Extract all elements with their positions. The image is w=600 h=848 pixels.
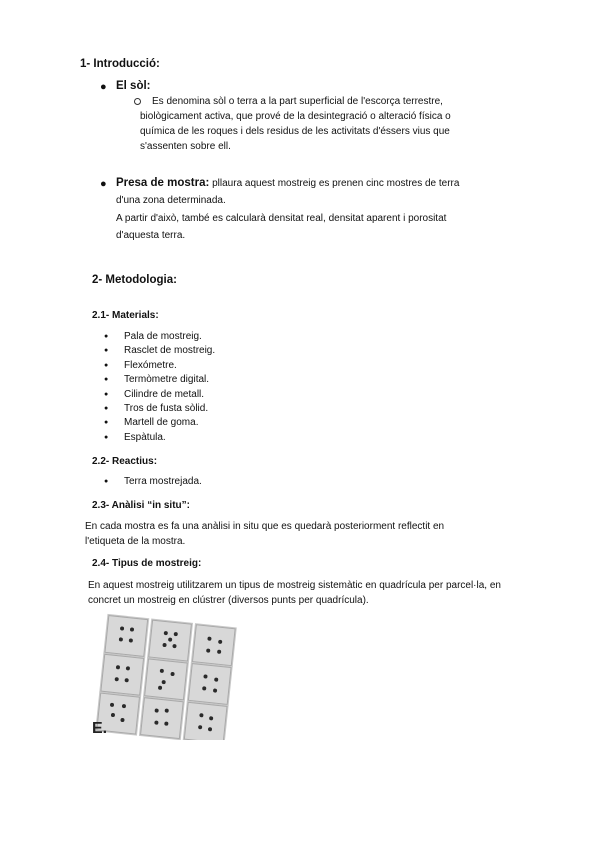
sample-point	[122, 704, 126, 708]
sample-point	[214, 677, 218, 681]
list-item: ● Martell de goma.	[104, 416, 215, 430]
sub-bullet-circle	[134, 98, 141, 105]
figure-label: E.	[92, 720, 108, 737]
sampling-line-1	[116, 177, 459, 189]
reagents-list	[104, 475, 202, 489]
soil-definition-line-4: s'assenten sobre ell.	[140, 141, 231, 152]
sample-point	[165, 708, 169, 712]
sample-point	[202, 686, 206, 690]
insitu-line-1: En cada mostra es fa una anàlisi in situ que es quedarà posteriorment reflectit en	[85, 521, 445, 532]
sample-point	[172, 644, 176, 648]
list-item: ● Pala de mostreig.	[104, 330, 215, 344]
sample-point	[120, 718, 124, 722]
sample-point	[207, 636, 211, 640]
sample-point	[124, 678, 128, 682]
sample-point	[209, 716, 213, 720]
sample-point	[130, 627, 134, 631]
sample-point	[213, 688, 217, 692]
sampling-extra-line-2: d'aquesta terra.	[116, 230, 186, 241]
sample-point	[161, 680, 165, 684]
sampling-type-line-1: En aquest mostreig utilitzarem un tipus de mostreig sistemàtic en quadrícula per parcel·la, en	[88, 580, 501, 591]
sample-point	[110, 703, 114, 707]
soil-heading: El sòl:	[116, 80, 151, 92]
list-item: ● Rasclet de mostreig.	[104, 344, 215, 358]
list-item: ● Flexómetre.	[104, 359, 215, 373]
sample-point	[115, 677, 119, 681]
sample-point	[164, 721, 168, 725]
sampling-type-line-2: concret un mostreig en clústrer (diversos punts per quadrícula).	[88, 595, 369, 606]
grid-cell	[192, 624, 236, 666]
sampling-heading: Presa de mostra:	[116, 177, 210, 189]
sample-point	[174, 632, 178, 636]
sample-point	[217, 650, 221, 654]
grid-cell	[100, 654, 144, 696]
sampling-text: pllaura aquest mostreig es prenen cinc mostres de terra	[209, 178, 460, 189]
sample-point	[203, 674, 207, 678]
sample-point	[126, 666, 130, 670]
soil-definition-line-2: biològicament activa, que prové de la desintegració o alteració física o	[140, 111, 451, 122]
sample-point	[160, 669, 164, 673]
sample-point	[206, 648, 210, 652]
materials-title: 2.1- Materials:	[92, 310, 159, 321]
list-item: ● Tros de fusta sòlid.	[104, 402, 215, 416]
sampling-grid-figure	[90, 612, 262, 740]
sample-point	[158, 686, 162, 690]
sample-point	[120, 626, 124, 630]
sample-point	[208, 727, 212, 731]
grid-cell	[104, 615, 148, 657]
section-2-title: 2- Metodologia:	[92, 274, 177, 286]
grid-cell	[144, 658, 188, 700]
sample-point	[198, 725, 202, 729]
sample-point	[162, 643, 166, 647]
sampling-extra-line-1: A partir d'això, també es calcularà densitat real, densitat aparent i porositat	[116, 213, 447, 224]
list-item: ● Espàtula.	[104, 431, 215, 445]
sampling-grid	[96, 615, 247, 740]
sample-point	[170, 672, 174, 676]
list-item: ● Cilindre de metall.	[104, 388, 215, 402]
insitu-line-2: l'etiqueta de la mostra.	[85, 536, 186, 547]
grid-cell	[184, 702, 228, 740]
sampling-type-title: 2.4- Tipus de mostreig:	[92, 558, 202, 569]
soil-definition-line-3: química de les roques i dels residus de les activitats d'éssers vius que	[140, 126, 450, 137]
sample-point	[116, 665, 120, 669]
sample-point	[119, 637, 123, 641]
grid-cell	[148, 620, 192, 662]
sample-point	[129, 638, 133, 642]
section-1-title: 1- Introducció:	[80, 58, 160, 70]
list-item: ● Terra mostrejada.	[104, 475, 202, 489]
reagents-title: 2.2- Reactius:	[92, 456, 158, 467]
sample-point	[154, 708, 158, 712]
grid-cell	[188, 663, 232, 705]
sample-point	[164, 631, 168, 635]
sample-point	[199, 713, 203, 717]
bullet-soil: ●	[100, 81, 107, 93]
sample-point	[168, 637, 172, 641]
grid-cell	[140, 697, 184, 739]
sample-point	[111, 713, 115, 717]
sample-point	[154, 720, 158, 724]
soil-definition-line-1: Es denomina sòl o terra a la part superficial de l'escorça terrestre,	[152, 96, 443, 107]
sample-point	[218, 640, 222, 644]
insitu-title: 2.3- Anàlisi “in situ”:	[92, 500, 190, 511]
bullet-sampling: ●	[100, 178, 107, 190]
list-item: ● Termòmetre digital.	[104, 373, 215, 387]
sampling-line-2: d'una zona determinada.	[116, 195, 226, 206]
materials-list	[104, 330, 215, 445]
